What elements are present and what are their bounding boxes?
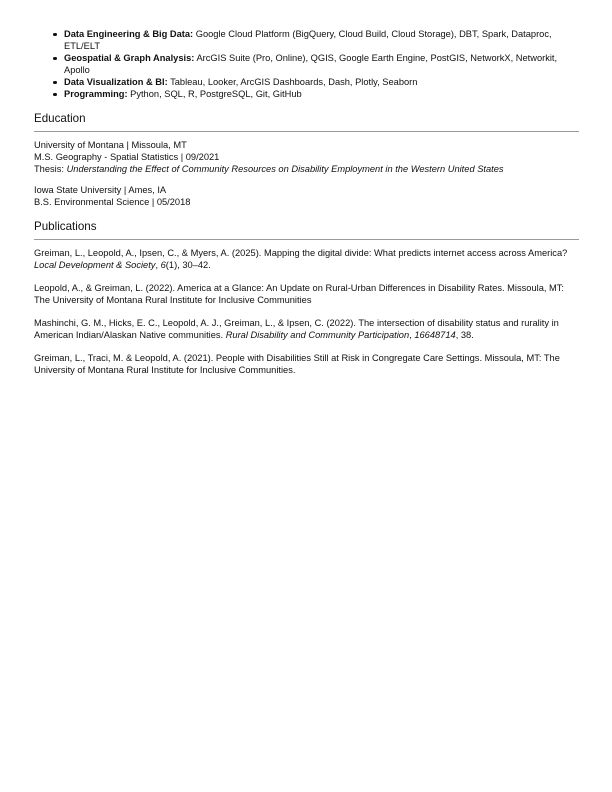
skill-label: Data Visualization & BI:: [64, 77, 168, 87]
citation-text: Mashinchi, G. M., Hicks, E. C.,: [34, 318, 163, 328]
citation-text: Greiman, L., Traci, M. &: [34, 353, 135, 363]
citation-text: . (2021). People with Disabilities Still at Risk in Congregate Care Settings. Missoula, MT: The University of Montana Rural Institute for Inclusive Communities.: [34, 353, 560, 375]
journal-volume: 16648714: [414, 330, 456, 340]
highlighted-author: Leopold, A: [134, 353, 179, 363]
skill-item: [64, 52, 579, 76]
citation-text: ,: [409, 330, 415, 340]
publications-section: [34, 220, 579, 376]
citation-text: (1), 30–42.: [165, 260, 211, 270]
publications-heading: Publications: [34, 220, 97, 233]
citation-text: , Ipsen, C., & Myers, A. (2025). Mapping the digital divide: What predicts internet access across America?: [134, 248, 568, 258]
education-heading: Education: [34, 112, 86, 125]
citation-text: Greiman, L.,: [34, 248, 88, 258]
skill-label: Geospatial & Graph Analysis:: [64, 53, 195, 63]
school-line: University of Montana | Missoula, MT: [34, 140, 187, 150]
degree-line: B.S. Environmental Science | 05/2018: [34, 197, 191, 207]
skills-list: [34, 28, 579, 100]
resume-page: [34, 28, 579, 376]
highlighted-author: Leopold, A.: [87, 248, 135, 258]
thesis-title: Understanding the Effect of Community Resources on Disability Employment in the Western United States: [66, 164, 504, 174]
publication-entry: [34, 247, 579, 271]
education-section: [34, 112, 579, 208]
skill-item: [64, 28, 579, 52]
skill-text: Google Cloud Platform (BigQuery, Cloud Build, Cloud Storage), DBT, Spark, Dataproc, ETL/ELT: [64, 29, 552, 51]
skill-text: Python, SQL, R, PostgreSQL, Git, GitHub: [127, 89, 302, 99]
publication-entry: [34, 317, 579, 341]
section-divider: [34, 239, 579, 240]
highlighted-author: Leopold, A: [162, 318, 207, 328]
citation-text: , 38.: [455, 330, 474, 340]
publication-entry: [34, 352, 579, 376]
skill-item: [64, 88, 579, 100]
education-entry: [34, 184, 579, 208]
skill-label: Data Engineering & Big Data:: [64, 29, 194, 39]
highlighted-author: Leopold, A.: [34, 283, 81, 293]
skill-text: Tableau, Looker, ArcGIS Dashboards, Dash, Plotly, Seaborn: [167, 77, 418, 87]
skill-label: Programming:: [64, 89, 128, 99]
school-line: Iowa State University | Ames, IA: [34, 185, 167, 195]
degree-line: M.S. Geography - Spatial Statistics | 09/2021: [34, 152, 220, 162]
citation-text: . J., Greiman, L., & Ipsen, C. (2022). The intersection of disability status and rurality in American Indian/Alaskan Native communities.: [34, 318, 559, 340]
skill-item: [64, 76, 579, 88]
journal-title: Rural Disability and Community Participation: [225, 330, 410, 340]
journal-volume: 6: [160, 260, 166, 270]
citation-text: ,: [155, 260, 161, 270]
thesis-line: [34, 163, 579, 175]
education-entry: [34, 139, 579, 175]
journal-title: Local Development & Society: [34, 260, 156, 270]
citation-text: , & Greiman, L. (2022). America at a Glance: An Update on Rural-Urban Differences in Disability Rates. Missoula, MT: The University of Montana Rural Institute for Inclusive Communities: [34, 283, 565, 305]
skill-text: ArcGIS Suite (Pro, Online), QGIS, Google Earth Engine, PostGIS, NetworkX, Networkit, Apollo: [64, 53, 558, 75]
thesis-label: Thesis:: [34, 164, 67, 174]
section-divider: [34, 131, 579, 132]
publication-entry: [34, 282, 579, 306]
